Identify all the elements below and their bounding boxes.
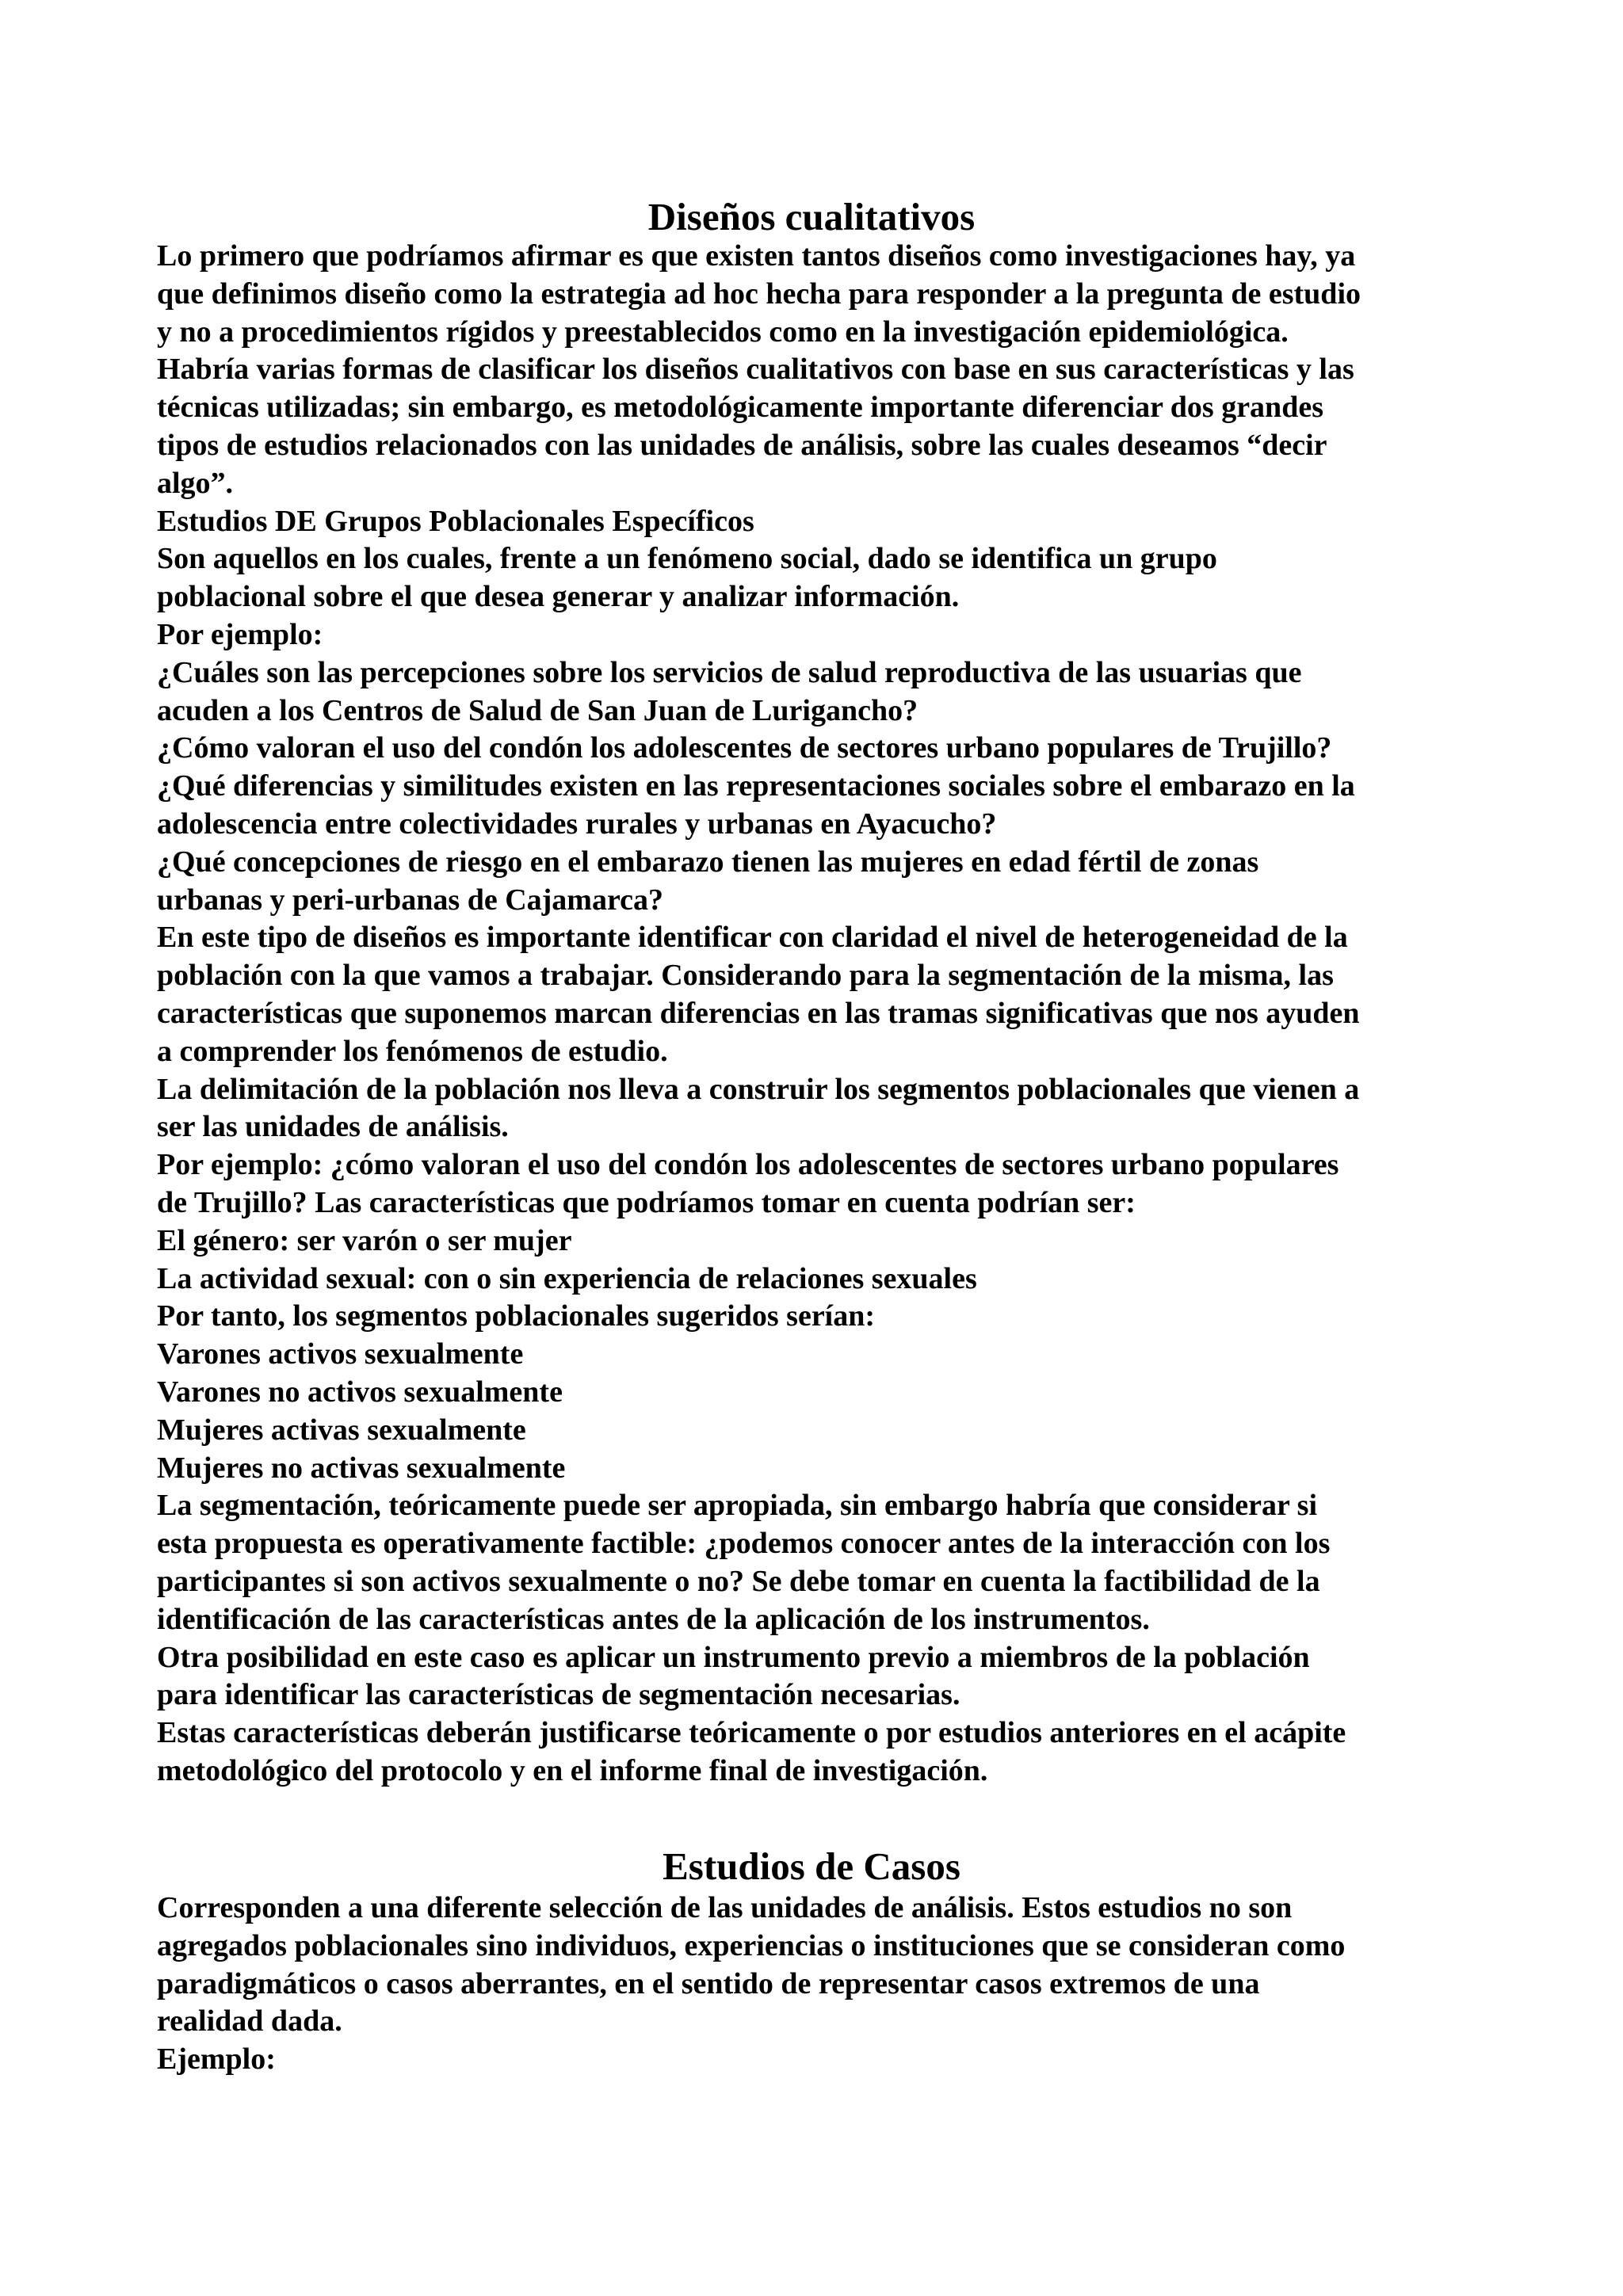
text-line: de Trujillo? Las características que podríamos tomar en cuenta podrían ser: [157, 1186, 1136, 1219]
text-line: metodológico del protocolo y en el informe final de investigación. [157, 1754, 988, 1787]
text-line: y no a procedimientos rígidos y preestablecidos como en la investigación epidemiológica. [157, 315, 1289, 349]
text-line: Ejemplo: [157, 2042, 276, 2077]
text-line: tipos de estudios relacionados con las unidades de análisis, sobre las cuales deseamos “decir [157, 429, 1327, 462]
text-line: ¿Qué concepciones de riesgo en el embarazo tienen las mujeres en edad fértil de zonas [157, 845, 1259, 879]
text-line: Mujeres activas sexualmente [157, 1413, 526, 1447]
text-line: esta propuesta es operativamente factible: ¿podemos conocer antes de la interacción con los [157, 1527, 1331, 1561]
text-line: características que suponemos marcan diferencias en las tramas significativas que nos ayuden [157, 997, 1360, 1030]
text-line: identificación de las características antes de la aplicación de los instrumentos. [157, 1602, 1150, 1636]
text-line: adolescencia entre colectividades rurales y urbanas en Ayacucho? [157, 807, 997, 841]
text-line: Habría varias formas de clasificar los diseños cualitativos con base en sus características y las [157, 353, 1354, 387]
text-line: Por ejemplo: ¿cómo valoran el uso del condón los adolescentes de sectores urbano populares [157, 1148, 1339, 1182]
text-line: población con la que vamos a trabajar. Considerando para la segmentación de la misma, las [157, 959, 1334, 993]
text-line: Otra posibilidad en este caso es aplicar un instrumento previo a miembros de la población [157, 1640, 1310, 1674]
section-title-disenos-cualitativos: Diseños cualitativos [647, 195, 976, 238]
section-title-estudios-de-casos: Estudios de Casos [663, 1844, 960, 1888]
text-line: La segmentación, teóricamente puede ser apropiada, sin embargo habría que considerar si [157, 1489, 1318, 1523]
text-line: Mujeres no activas sexualmente [157, 1451, 566, 1485]
text-line: acuden a los Centros de Salud de San Juan de Lurigancho? [157, 693, 918, 727]
text-line: ser las unidades de análisis. [157, 1110, 509, 1144]
text-line: Por tanto, los segmentos poblacionales sugeridos serían: [157, 1299, 876, 1333]
text-line: Varones activos sexualmente [157, 1337, 524, 1371]
text-line: agregados poblacionales sino individuos, experiencias o instituciones que se consideran como [157, 1928, 1346, 1962]
text-line: algo”. [157, 466, 234, 500]
text-line: ¿Cómo valoran el uso del condón los adolescentes de sectores urbano populares de Trujillo? [157, 731, 1332, 765]
text-line: Por ejemplo: [157, 618, 323, 651]
text-line: para identificar las características de segmentación necesarias. [157, 1678, 960, 1712]
text-line: poblacional sobre el que desea generar y analizar información. [157, 580, 960, 614]
text-line: La actividad sexual: con o sin experiencia de relaciones sexuales [157, 1261, 977, 1295]
text-line: ¿Cuáles son las percepciones sobre los servicios de salud reproductiva de las usuarias que [157, 655, 1302, 689]
text-line: Estudios DE Grupos Poblacionales Específicos [157, 504, 754, 538]
text-line: Son aquellos en los cuales, frente a un fenómeno social, dado se identifica un grupo [157, 542, 1217, 576]
text-line: participantes si son activos sexualmente o no? Se debe tomar en cuenta la factibilidad de la [157, 1565, 1320, 1598]
text-line: Lo primero que podríamos afirmar es que existen tantos diseños como investigaciones hay, ya [157, 239, 1356, 273]
text-line: La delimitación de la población nos lleva a construir los segmentos poblacionales que vienen a [157, 1072, 1360, 1106]
text-line: realidad dada. [157, 2004, 342, 2039]
text-line: ¿Qué diferencias y similitudes existen en las representaciones sociales sobre el embarazo en la [157, 769, 1355, 803]
text-line: a comprender los fenómenos de estudio. [157, 1034, 668, 1068]
text-line: urbanas y peri-urbanas de Cajamarca? [157, 883, 663, 917]
text-line: El género: ser varón o ser mujer [157, 1223, 572, 1257]
text-line: En este tipo de diseños es importante identificar con claridad el nivel de heterogeneidad de la [157, 921, 1348, 955]
text-line: Estas características deberán justificarse teóricamente o por estudios anteriores en el acápite [157, 1716, 1346, 1750]
text-line: paradigmáticos o casos aberrantes, en el sentido de representar casos extremos de una [157, 1966, 1260, 2000]
text-line: técnicas utilizadas; sin embargo, es metodológicamente importante diferenciar dos grandes [157, 391, 1323, 425]
text-line: que definimos diseño como la estrategia ad hoc hecha para responder a la pregunta de estudio [157, 277, 1361, 311]
text-line: Varones no activos sexualmente [157, 1375, 563, 1409]
text-line: Corresponden a una diferente selección de las unidades de análisis. Estos estudios no son [157, 1891, 1293, 1924]
